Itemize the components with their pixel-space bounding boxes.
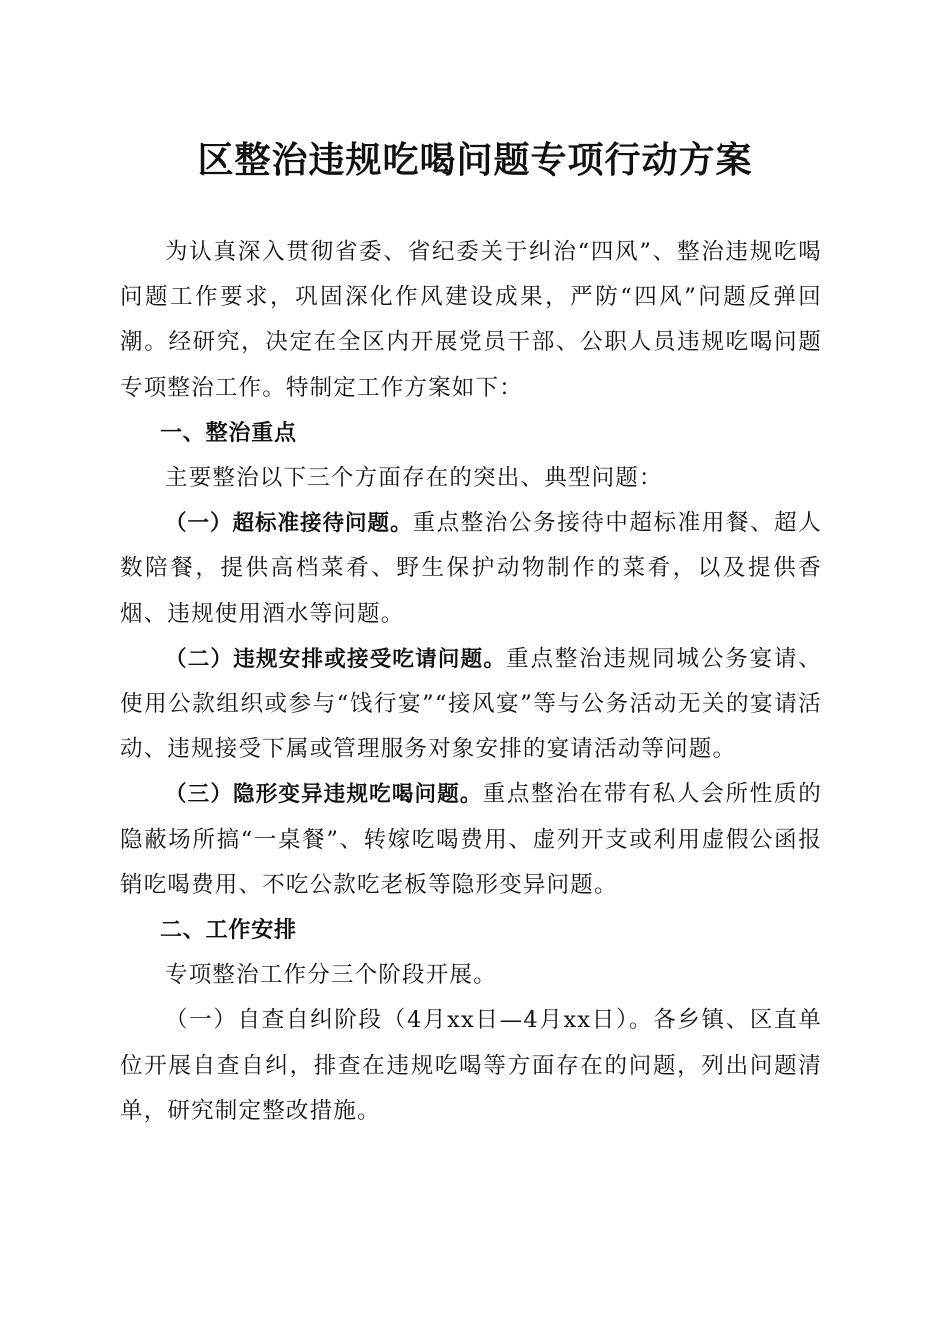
intro-paragraph: 为认真深入贯彻省委、省纪委关于纠治“四风”、整治违规吃喝问题工作要求，巩固深化作风建设成果，严防“四风”问题反弹回潮。经研究，决定在全区内开展党员干部、公职人员违规吃喝问题专项整治工作。特制定工作方案如下： (120, 239, 822, 401)
focus-item-2-text: 重点整治违规同城公务宴请、使用公款组织或参与“饯行宴”“接风宴”等与公务活动无关的宴请活动、违规接受下属或管理服务对象安排的宴请活动等问题。 (120, 645, 822, 763)
document-title: 区整治违规吃喝问题专项行动方案 (197, 139, 753, 181)
section-intro-focus: 主要整治以下三个方面存在的突出、典型问题： (165, 465, 663, 492)
document-body (120, 230, 822, 1134)
section-heading-arrangement: 二、工作安排 (160, 918, 297, 944)
section-intro-arrangement: 专项整治工作分三个阶段开展。 (165, 962, 497, 989)
focus-item-2 (120, 637, 822, 773)
focus-item-3-lead: （三）隐形变异违规吃喝问题。 (165, 782, 483, 808)
arrangement-item-1: （一）自查自纠阶段（4月xx日—4月xx日）。各乡镇、区直单位开展自查自纠，排查在违规吃喝等方面存在的问题，列出问题清单，研究制定整改措施。 (120, 1007, 822, 1124)
focus-item-1-lead: （一）超标准接待问题。 (165, 511, 413, 537)
focus-item-2-lead: （二）违规安排或接受吃请问题。 (165, 646, 507, 672)
focus-item-1 (120, 501, 822, 637)
focus-item-3-text: 重点整治在带有私人会所性质的隐蔽场所搞“一桌餐”、转嫁吃喝费用、虚列开支或利用虚假公函报销吃喝费用、不吃公款吃老板等隐形变异问题。 (120, 781, 822, 898)
section-heading-focus: 一、整治重点 (160, 420, 297, 446)
focus-item-1-text: 重点整治公务接待中超标准用餐、超人数陪餐，提供高档菜肴、野生保护动物制作的菜肴，以及提供香烟、违规使用酒水等问题。 (120, 510, 822, 627)
focus-item-3 (120, 772, 822, 908)
